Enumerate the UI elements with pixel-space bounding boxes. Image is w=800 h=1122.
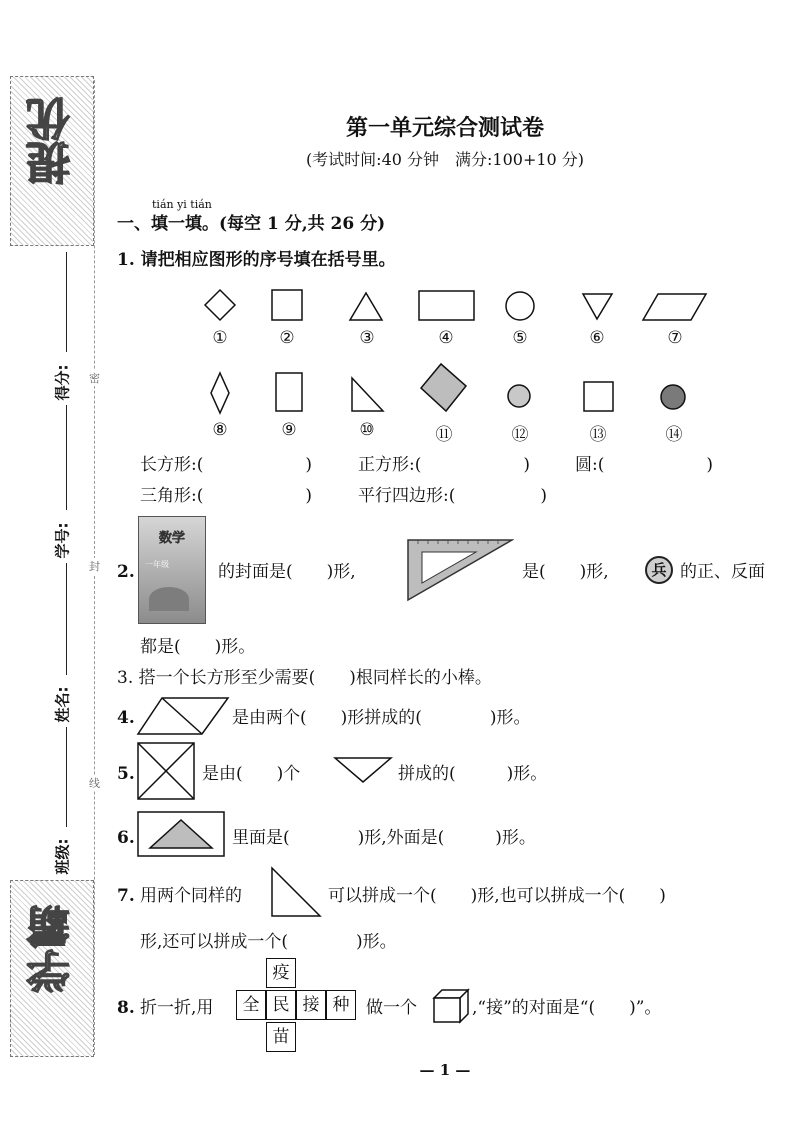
page-title: 第一单元综合测试卷 [345,115,544,141]
bottom-decor-band [10,880,94,1057]
label-9: ⑨ [281,420,297,440]
shape-12-small-circle [508,385,530,407]
q7-number: 7. [117,886,135,906]
net-cell-top: 疫 [266,958,296,988]
q7-part-a: 用两个同样的 [140,886,242,906]
net-cell-bottom: 苗 [266,1022,296,1052]
q5-part-b: 拼成的( )形。 [398,764,548,784]
label-1: ① [212,328,228,348]
sidebar-rule-4 [66,727,67,827]
shape-8-rhombus [211,373,229,413]
q5-triangle-figure [333,756,393,786]
q5-part-a: 是由( )个 [202,764,301,784]
shape-7-parallelogram [643,294,706,320]
q2-number: 2. [117,562,135,582]
q8-part-c: ,“接”的对面是“( )”。 [472,998,662,1018]
label-10: ⑩ [359,420,375,440]
net-cell-3: 接 [296,990,326,1020]
label-6: ⑥ [589,328,605,348]
shape-1-diamond [205,290,235,320]
label-3: ③ [359,328,375,348]
shape-3-triangle [350,293,382,320]
top-band-text: 提优 [27,97,78,185]
q2-part-c: 的正、反面 [680,562,765,582]
page-number: — 1 — [419,1061,471,1079]
bottom-band-text: 学霸 [27,905,78,993]
q5-number: 5. [117,764,135,784]
q1-text: 1. 请把相应图形的序号填在括号里。 [117,250,396,270]
cut-mark-feng: 封 [89,560,100,573]
chess-piece-icon [645,556,673,584]
page-subtitle: (考试时间:40 分钟 满分:100+10 分) [305,150,585,169]
answer-rectangle[interactable]: 长方形:( ) [140,455,312,475]
label-12: ⑫ [511,425,529,445]
set-square-image [406,538,514,602]
label-14: ⑭ [665,425,683,445]
answer-parallelogram[interactable]: 平行四边形:( ) [358,486,547,506]
shape-11-tilted-rectangle [421,364,466,411]
textbook-cover-image [138,516,206,624]
shape-4-rectangle [419,291,474,320]
q8-number: 8. [117,998,135,1018]
chess-piece-char: 兵 [651,561,667,579]
net-cell-2: 民 [266,990,296,1020]
shape-2-square [272,290,302,320]
q8-part-a: 折一折,用 [140,998,214,1018]
q8-part-b: 做一个 [366,998,417,1018]
q7-line2: 形,还可以拼成一个( )形。 [140,932,397,952]
label-13: ⑬ [589,425,607,445]
net-cell-1: 全 [236,990,266,1020]
shape-9-rectangle [276,373,302,411]
q5-square-with-diagonals [136,741,196,801]
cube-icon [432,988,470,1024]
label-11: ⑪ [435,425,453,445]
q7-right-triangle-figure [270,866,322,918]
q6-text: 里面是( )形,外面是( )形。 [232,828,536,848]
q4-number: 4. [117,708,135,728]
student-id-label: 学号: [53,522,72,559]
label-7: ⑦ [667,328,683,348]
q7-part-b: 可以拼成一个( )形,也可以拼成一个( ) [328,886,666,906]
cut-mark-mi: 密 [89,372,100,385]
cut-mark-xian: 线 [89,777,100,790]
section-pinyin: tián yi tián [152,198,212,211]
textbook-grade: 一年级 [145,560,169,569]
answer-square[interactable]: 正方形:( ) [358,455,530,475]
q6-triangle-in-rectangle [136,810,226,858]
textbook-title: 数学 [159,531,186,546]
q1-shapes [0,0,800,440]
q2-part-a: 的封面是( )形, [218,562,356,582]
label-4: ④ [438,328,454,348]
label-5: ⑤ [512,328,528,348]
q3-text: 3. 搭一个长方形至少需要( )根同样长的小棒。 [117,668,492,688]
answer-circle[interactable]: 圆:( ) [575,455,713,475]
q2-part-b: 是( )形, [522,562,609,582]
q4-text: 是由两个( )形拼成的( )形。 [232,708,531,728]
shape-6-inverted-triangle [583,294,612,319]
shape-5-circle [506,292,534,320]
q6-number: 6. [117,828,135,848]
shape-13-square [584,382,613,411]
score-label: 得分: [53,364,72,401]
label-8: ⑧ [212,420,228,440]
section-heading: 一、填一填。(每空 1 分,共 26 分) [117,214,386,234]
label-2: ② [279,328,295,348]
sidebar-rule-3 [66,563,67,675]
name-label: 姓名: [53,686,72,723]
answer-triangle[interactable]: 三角形:( ) [140,486,312,506]
shape-14-dark-circle [661,385,685,409]
class-label: 班级: [53,838,72,875]
net-cell-4: 种 [326,990,356,1020]
q4-parallelogram-figure [136,696,230,738]
q2-line2: 都是( )形。 [140,637,256,657]
shape-10-right-triangle [352,378,383,411]
